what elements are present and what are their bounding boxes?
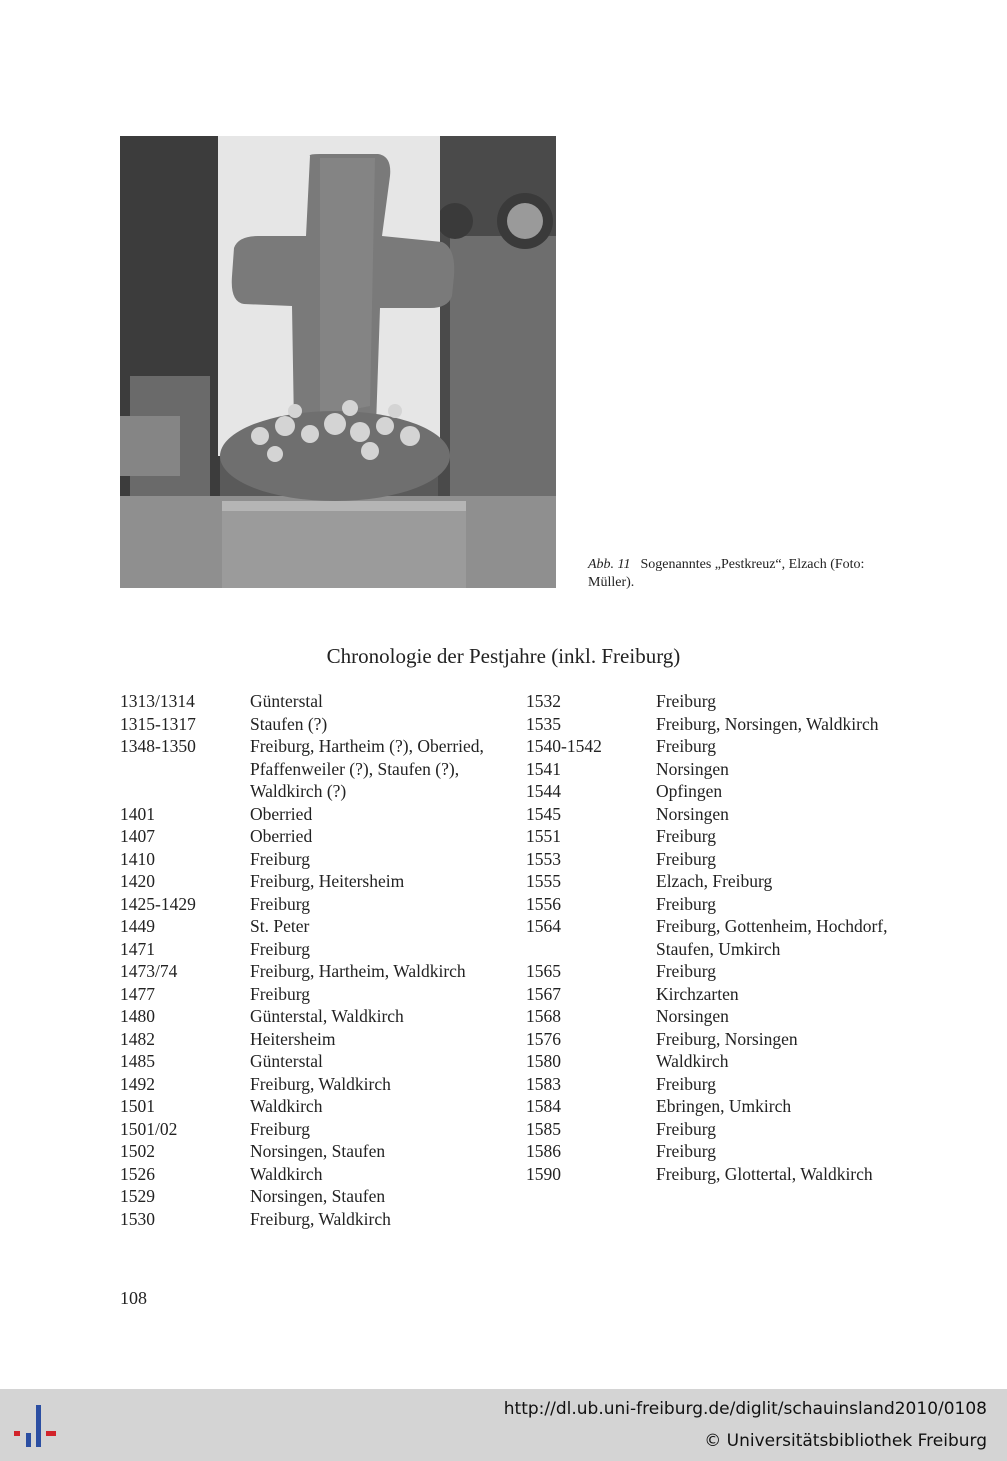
chronology-entry	[526, 983, 926, 1006]
entry-place: Opfingen	[656, 781, 723, 801]
chronology-entry	[526, 758, 926, 781]
chronology-entry	[526, 690, 926, 713]
entry-place: Freiburg	[656, 826, 716, 846]
footer-bar	[0, 1389, 1007, 1461]
entry-year: 1401	[120, 803, 155, 824]
chronology-entry	[526, 1005, 926, 1028]
entry-place: Norsingen	[656, 1006, 729, 1026]
footer-url-link[interactable]: http://dl.ub.uni-freiburg.de/diglit/schauinsland2010/0108	[503, 1399, 987, 1419]
entry-year: 1544	[526, 781, 561, 801]
entry-year: 1583	[526, 1073, 561, 1094]
entry-place: Waldkirch	[250, 1096, 323, 1116]
entry-year: 1502	[120, 1141, 155, 1161]
chronology-entry	[120, 1005, 520, 1028]
entry-place: Heitersheim	[250, 1028, 336, 1049]
entry-year: 1556	[526, 893, 561, 914]
chronology-entry	[120, 713, 520, 736]
chronology-left-column	[120, 690, 520, 1230]
entry-place: Waldkirch	[656, 1051, 729, 1071]
chronology-entry	[526, 713, 926, 736]
chronology-entry	[120, 960, 520, 983]
chronology-entry	[120, 735, 520, 803]
entry-place: Freiburg	[656, 1073, 716, 1094]
chronology-entry	[526, 1140, 926, 1163]
entry-place: Freiburg, Waldkirch	[250, 1208, 391, 1229]
entry-year: 1568	[526, 1006, 561, 1026]
entry-place: Freiburg	[656, 1118, 716, 1139]
entry-year: 1480	[120, 1006, 155, 1026]
entry-year: 1492	[120, 1073, 155, 1094]
entry-place: Oberried	[250, 803, 313, 824]
entry-year: 1410	[120, 848, 155, 869]
entry-year: 1567	[526, 983, 561, 1004]
entry-place: Ebringen, Umkirch	[656, 1096, 792, 1116]
chronology-entry	[526, 735, 926, 758]
entry-year: 1407	[120, 826, 155, 846]
entry-place: Staufen (?)	[250, 713, 328, 734]
entry-place: Freiburg	[250, 893, 310, 914]
chronology-entry	[120, 690, 520, 713]
entry-place: Freiburg	[250, 938, 310, 959]
chronology-entry	[120, 1118, 520, 1141]
entry-year: 1530	[120, 1208, 155, 1229]
entry-year: 1541	[526, 758, 561, 779]
figure-caption-text: Sogenanntes „Pestkreuz“, Elzach (Foto: Müller).	[588, 557, 865, 590]
entry-year: 1551	[526, 826, 561, 846]
entry-place: Elzach, Freiburg	[656, 871, 773, 891]
entry-place: Norsingen, Staufen	[250, 1141, 386, 1161]
page-number: 108	[120, 1288, 147, 1308]
entry-place: Freiburg, Gottenheim, Hochdorf, Staufen, Umkirch	[656, 916, 888, 959]
chronology-entry	[120, 1208, 520, 1231]
chronology-entry	[526, 1050, 926, 1073]
entry-year: 1586	[526, 1141, 561, 1161]
entry-year: 1315-1317	[120, 713, 196, 734]
chronology-entry	[120, 825, 520, 848]
figure-caption	[588, 556, 898, 592]
chronology-entry	[120, 1163, 520, 1186]
chronology-entry	[526, 825, 926, 848]
figure-label: Abb. 11	[588, 557, 631, 572]
entry-year: 1420	[120, 871, 155, 891]
entry-year: 1477	[120, 983, 155, 1004]
entry-year: 1584	[526, 1096, 561, 1116]
entry-year: 1580	[526, 1051, 561, 1071]
entry-place: Günterstal, Waldkirch	[250, 1006, 404, 1026]
entry-year: 1485	[120, 1051, 155, 1071]
chronology-entry	[120, 983, 520, 1006]
entry-place: Günterstal	[250, 1051, 323, 1071]
entry-year: 1526	[120, 1163, 155, 1184]
chronology-entry	[526, 1095, 926, 1118]
chronology-entry	[120, 1028, 520, 1051]
entry-year: 1576	[526, 1028, 561, 1049]
entry-year: 1473/74	[120, 961, 178, 981]
entry-year: 1482	[120, 1028, 155, 1049]
entry-year: 1313/1314	[120, 691, 195, 711]
entry-place: Freiburg, Hartheim (?), Oberried, Pfaffenweiler (?), Staufen (?), Waldkirch (?)	[250, 736, 484, 801]
entry-place: Freiburg, Norsingen, Waldkirch	[656, 713, 879, 734]
entry-year: 1565	[526, 961, 561, 981]
chronology-entry	[526, 960, 926, 983]
entry-place: Waldkirch	[250, 1163, 323, 1184]
entry-place: Kirchzarten	[656, 983, 739, 1004]
entry-year: 1585	[526, 1118, 561, 1139]
chronology-entry	[526, 1073, 926, 1096]
entry-year: 1348-1350	[120, 736, 196, 756]
chronology-entry	[526, 803, 926, 826]
entry-year: 1545	[526, 803, 561, 824]
chronology-entry	[120, 1073, 520, 1096]
entry-place: Freiburg	[656, 893, 716, 914]
ub-freiburg-logo-icon	[12, 1399, 64, 1451]
entry-place: Freiburg, Waldkirch	[250, 1073, 391, 1094]
entry-place: Norsingen, Staufen	[250, 1186, 386, 1206]
chronology-entry	[120, 915, 520, 938]
entry-year: 1529	[120, 1186, 155, 1206]
chronology-entry	[120, 893, 520, 916]
chronology-entry	[526, 1118, 926, 1141]
chronology-entry	[526, 1163, 926, 1186]
entry-place: Freiburg, Norsingen	[656, 1028, 798, 1049]
entry-year: 1535	[526, 713, 561, 734]
chronology-right-column	[526, 690, 926, 1185]
entry-place: Freiburg	[656, 848, 716, 869]
entry-place: Freiburg	[656, 1141, 716, 1161]
entry-year: 1553	[526, 848, 561, 869]
entry-year: 1425-1429	[120, 893, 196, 914]
entry-place: Freiburg	[656, 691, 716, 711]
entry-year: 1590	[526, 1163, 561, 1184]
chronology-entry	[526, 1028, 926, 1051]
section-heading: Chronologie der Pestjahre (inkl. Freiburg)	[326, 644, 681, 668]
chronology-entry	[120, 870, 520, 893]
entry-year: 1471	[120, 938, 155, 959]
chronology-entry	[120, 848, 520, 871]
entry-place: St. Peter	[250, 916, 310, 936]
footer-copyright: © Universitätsbibliothek Freiburg	[704, 1431, 987, 1451]
entry-place: Günterstal	[250, 691, 323, 711]
entry-year: 1540-1542	[526, 736, 602, 756]
entry-year: 1532	[526, 691, 561, 711]
chronology-entry	[120, 938, 520, 961]
entry-place: Freiburg, Hartheim, Waldkirch	[250, 961, 466, 981]
entry-year: 1564	[526, 916, 561, 936]
entry-place: Freiburg	[656, 961, 716, 981]
entry-place: Norsingen	[656, 758, 729, 779]
chronology-entry	[120, 1140, 520, 1163]
chronology-entry	[526, 870, 926, 893]
chronology-entry	[526, 780, 926, 803]
entry-place: Oberried	[250, 826, 313, 846]
entry-year: 1501	[120, 1096, 155, 1116]
entry-place: Freiburg	[656, 736, 716, 756]
entry-place: Freiburg	[250, 983, 310, 1004]
entry-place: Norsingen	[656, 803, 729, 824]
entry-place: Freiburg	[250, 1118, 310, 1139]
entry-place: Freiburg, Glottertal, Waldkirch	[656, 1163, 873, 1184]
chronology-entry	[120, 1095, 520, 1118]
chronology-entry	[120, 1050, 520, 1073]
entry-year: 1501/02	[120, 1118, 178, 1139]
entry-year: 1449	[120, 916, 155, 936]
chronology-entry	[120, 1185, 520, 1208]
entry-place: Freiburg	[250, 848, 310, 869]
chronology-entry	[526, 915, 926, 960]
entry-year: 1555	[526, 871, 561, 891]
chronology-entry	[526, 893, 926, 916]
pestkreuz-photo	[120, 136, 556, 588]
chronology-entry	[120, 803, 520, 826]
chronology-entry	[526, 848, 926, 871]
entry-place: Freiburg, Heitersheim	[250, 871, 405, 891]
